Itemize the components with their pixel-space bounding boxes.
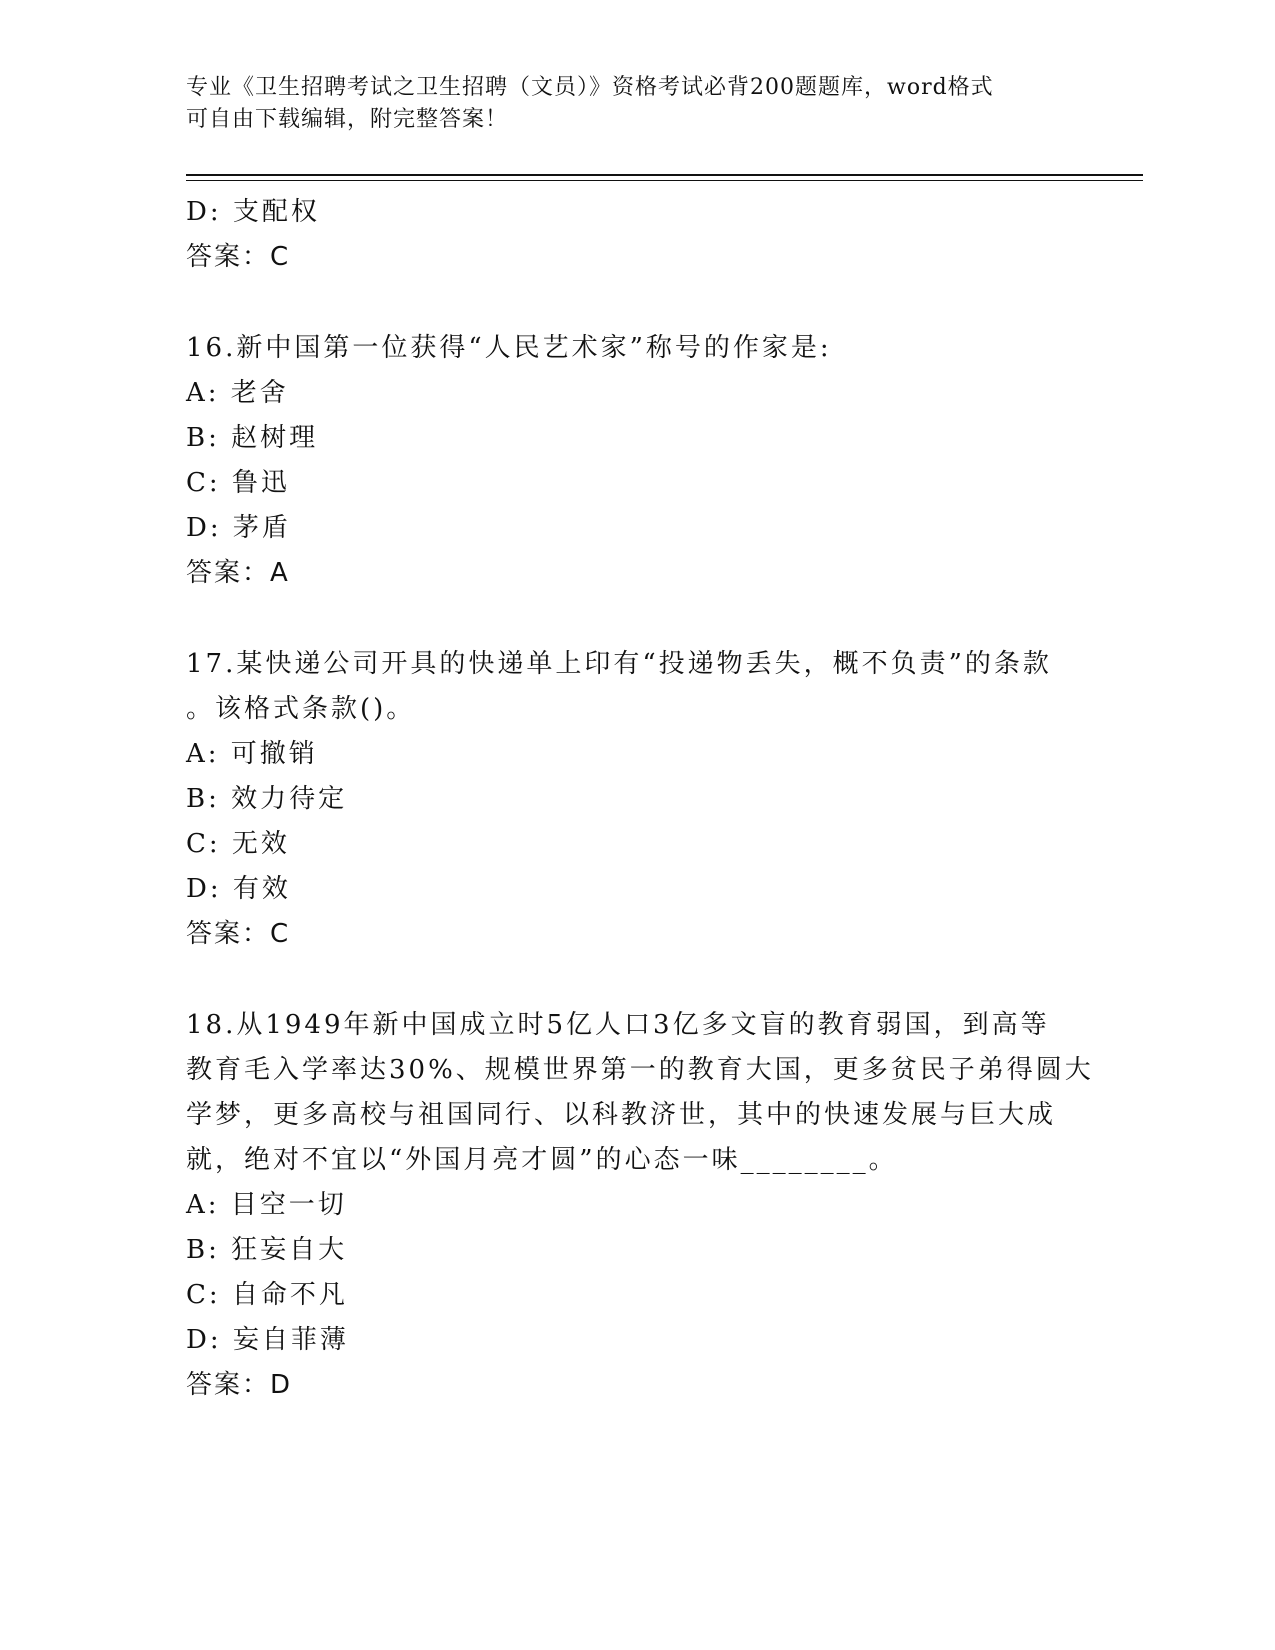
header-divider-thick [186, 174, 1143, 176]
option-a: A: 目空一切 [186, 1190, 347, 1220]
question-text-line-2: 教育毛入学率达30%、规模世界第一的教育大国，更多贫民子弟得圆大 [186, 1055, 1094, 1085]
question-text-line-4: 就，绝对不宜以“外国月亮才圆”的心态一味________。 [186, 1145, 898, 1175]
option-d: D: 有效 [186, 874, 291, 904]
question-18 [186, 1003, 1094, 1408]
question-text-line-3: 学梦，更多高校与祖国同行、以科教济世，其中的快速发展与巨大成 [186, 1100, 1057, 1130]
option-b: B: 狂妄自大 [186, 1235, 348, 1265]
question-text-line-1: 17.某快递公司开具的快递单上印有“投递物丢失，概不负责”的条款 [186, 649, 1052, 679]
answer-line: 答案：D [186, 1370, 293, 1400]
header-title-line-2: 可自由下载编辑，附完整答案！ [186, 107, 509, 132]
option-d: D: 妄自菲薄 [186, 1325, 349, 1355]
spacer [186, 280, 1086, 326]
option-c: C: 自命不凡 [186, 1280, 348, 1310]
spacer [186, 957, 1086, 1003]
option-d: D: 支配权 [186, 197, 320, 227]
question-17 [186, 642, 1086, 957]
question-text-line-2: 。该格式条款()。 [186, 694, 416, 724]
document-header [186, 72, 1086, 136]
answer-line: 答案：A [186, 558, 290, 588]
spacer [186, 596, 1086, 642]
option-a: A: 可撤销 [186, 739, 318, 769]
question-list [186, 190, 1094, 1408]
option-a: A: 老舍 [186, 378, 289, 408]
option-b: B: 赵树理 [186, 423, 319, 453]
answer-line: 答案：C [186, 919, 291, 949]
question-16 [186, 326, 1086, 596]
header-divider-thin [186, 180, 1143, 181]
previous-question-tail [186, 190, 1086, 280]
header-title-line-1: 专业《卫生招聘考试之卫生招聘（文员）》资格考试必背200题题库，word格式 [186, 75, 994, 100]
option-c: C: 鲁迅 [186, 468, 290, 498]
question-text-line-1: 18.从1949年新中国成立时5亿人口3亿多文盲的教育弱国，到高等 [186, 1010, 1050, 1040]
option-c: C: 无效 [186, 829, 290, 859]
question-text: 16.新中国第一位获得“人民艺术家”称号的作家是: [186, 333, 832, 363]
answer-line: 答案：C [186, 242, 291, 272]
option-d: D: 茅盾 [186, 513, 291, 543]
option-b: B: 效力待定 [186, 784, 348, 814]
